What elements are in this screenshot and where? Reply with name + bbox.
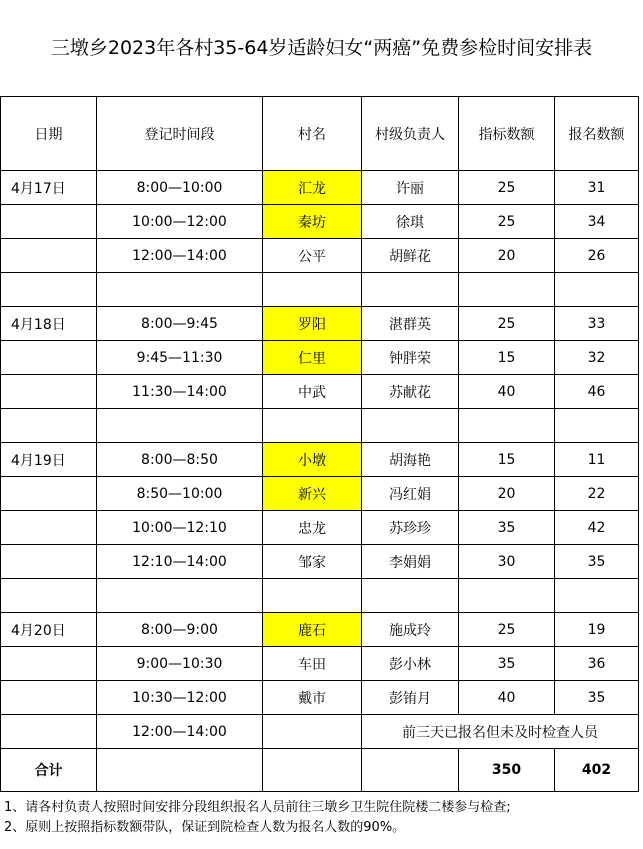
empty-cell [1,409,97,443]
leader-cell: 徐琪 [362,205,459,239]
empty-cell [97,579,263,613]
leader-cell: 彭小林 [362,647,459,681]
date-cell [1,341,97,375]
empty-cell [555,579,639,613]
empty-cell [97,749,263,792]
total-row [1,749,639,792]
signup-cell: 33 [555,307,639,341]
village-cell: 仁里 [263,341,362,375]
time-slot-cell: 10:30—12:00 [97,681,263,715]
table-row [1,239,639,273]
quota-cell: 25 [459,307,555,341]
quota-cell: 20 [459,477,555,511]
page-title: 三墩乡2023年各村35-64岁适龄妇女“两癌”免费参检时间安排表 [50,37,593,59]
date-cell [1,545,97,579]
table-row [1,443,639,477]
village-cell: 中武 [263,375,362,409]
empty-cell [362,273,459,307]
empty-cell [362,749,459,792]
footnote-1: 1、请各村负责人按照时间安排分段组织报名人员前往三墩乡卫生院住院楼二楼参与检查; [4,800,511,815]
table-row [1,171,639,205]
table-row [1,681,639,715]
leader-cell: 苏珍珍 [362,511,459,545]
empty-cell [555,409,639,443]
quota-cell: 35 [459,647,555,681]
leader-cell: 胡海艳 [362,443,459,477]
total-signup: 402 [555,749,639,792]
leader-cell: 施成玲 [362,613,459,647]
village-cell: 车田 [263,647,362,681]
signup-cell: 34 [555,205,639,239]
time-slot-cell: 10:00—12:00 [97,205,263,239]
table-row [1,613,639,647]
date-cell: 4月20日 [1,613,97,647]
quota-cell: 35 [459,511,555,545]
village-cell: 汇龙 [263,171,362,205]
date-cell [1,681,97,715]
village-cell: 鹿石 [263,613,362,647]
signup-cell: 22 [555,477,639,511]
schedule-table [0,96,639,792]
empty-cell [362,579,459,613]
spacer-row [1,409,639,443]
empty-cell [97,409,263,443]
village-cell: 公平 [263,239,362,273]
date-cell [1,239,97,273]
empty-cell [1,273,97,307]
empty-cell [263,715,362,749]
village-cell: 罗阳 [263,307,362,341]
time-slot-cell: 12:00—14:00 [97,715,263,749]
empty-cell [263,579,362,613]
table-row [1,375,639,409]
table-row [1,205,639,239]
leader-cell: 苏献花 [362,375,459,409]
village-cell: 小墩 [263,443,362,477]
quota-cell: 30 [459,545,555,579]
table-row [1,477,639,511]
date-cell [1,511,97,545]
empty-cell [459,579,555,613]
empty-cell [459,409,555,443]
date-cell [1,375,97,409]
date-cell: 4月17日 [1,171,97,205]
empty-cell [1,579,97,613]
time-slot-cell: 11:30—14:00 [97,375,263,409]
time-slot-cell: 9:45—11:30 [97,341,263,375]
header-village: 村名 [263,97,362,171]
total-label: 合计 [1,749,97,792]
spacer-row [1,273,639,307]
footnote-2: 2、原则上按照指标数额带队，保证到院检查人数为报名人数的90%。 [4,820,406,835]
table-row [1,715,639,749]
spacer-row [1,579,639,613]
time-slot-cell: 8:00—8:50 [97,443,263,477]
date-cell [1,647,97,681]
quota-cell: 20 [459,239,555,273]
signup-cell: 36 [555,647,639,681]
signup-cell: 31 [555,171,639,205]
time-slot-cell: 8:00—9:45 [97,307,263,341]
quota-cell: 15 [459,443,555,477]
date-cell: 4月19日 [1,443,97,477]
header-date: 日期 [1,97,97,171]
time-slot-cell: 12:10—14:00 [97,545,263,579]
note-cell: 前三天已报名但未及时检查人员 [362,715,639,749]
header-leader: 村级负责人 [362,97,459,171]
table-header-row [1,97,639,171]
table-row [1,341,639,375]
table-row [1,647,639,681]
quota-cell: 15 [459,341,555,375]
header-signup: 报名数额 [555,97,639,171]
table-row [1,307,639,341]
leader-cell: 李娟娟 [362,545,459,579]
signup-cell: 19 [555,613,639,647]
empty-cell [555,273,639,307]
quota-cell: 25 [459,613,555,647]
header-quota: 指标数额 [459,97,555,171]
date-cell [1,205,97,239]
signup-cell: 32 [555,341,639,375]
signup-cell: 46 [555,375,639,409]
leader-cell: 冯红娟 [362,477,459,511]
empty-cell [362,409,459,443]
signup-cell: 35 [555,545,639,579]
quota-cell: 40 [459,681,555,715]
time-slot-cell: 8:00—9:00 [97,613,263,647]
total-quota: 350 [459,749,555,792]
village-cell: 新兴 [263,477,362,511]
leader-cell: 胡鲜花 [362,239,459,273]
leader-cell: 许丽 [362,171,459,205]
signup-cell: 35 [555,681,639,715]
time-slot-cell: 10:00—12:10 [97,511,263,545]
leader-cell: 钟胖荣 [362,341,459,375]
leader-cell: 彭铕月 [362,681,459,715]
empty-cell [97,273,263,307]
time-slot-cell: 9:00—10:30 [97,647,263,681]
village-cell: 忠龙 [263,511,362,545]
quota-cell: 25 [459,171,555,205]
header-time-slot: 登记时间段 [97,97,263,171]
empty-cell [263,273,362,307]
quota-cell: 40 [459,375,555,409]
signup-cell: 42 [555,511,639,545]
signup-cell: 11 [555,443,639,477]
date-cell: 4月18日 [1,307,97,341]
village-cell: 邹家 [263,545,362,579]
village-cell: 秦坊 [263,205,362,239]
time-slot-cell: 12:00—14:00 [97,239,263,273]
signup-cell: 26 [555,239,639,273]
empty-cell [263,749,362,792]
leader-cell: 湛群英 [362,307,459,341]
table-row [1,511,639,545]
time-slot-cell: 8:50—10:00 [97,477,263,511]
footnotes [4,798,511,838]
date-cell [1,477,97,511]
empty-cell [459,273,555,307]
date-cell [1,715,97,749]
quota-cell: 25 [459,205,555,239]
table-row [1,545,639,579]
village-cell: 戴市 [263,681,362,715]
empty-cell [263,409,362,443]
time-slot-cell: 8:00—10:00 [97,171,263,205]
